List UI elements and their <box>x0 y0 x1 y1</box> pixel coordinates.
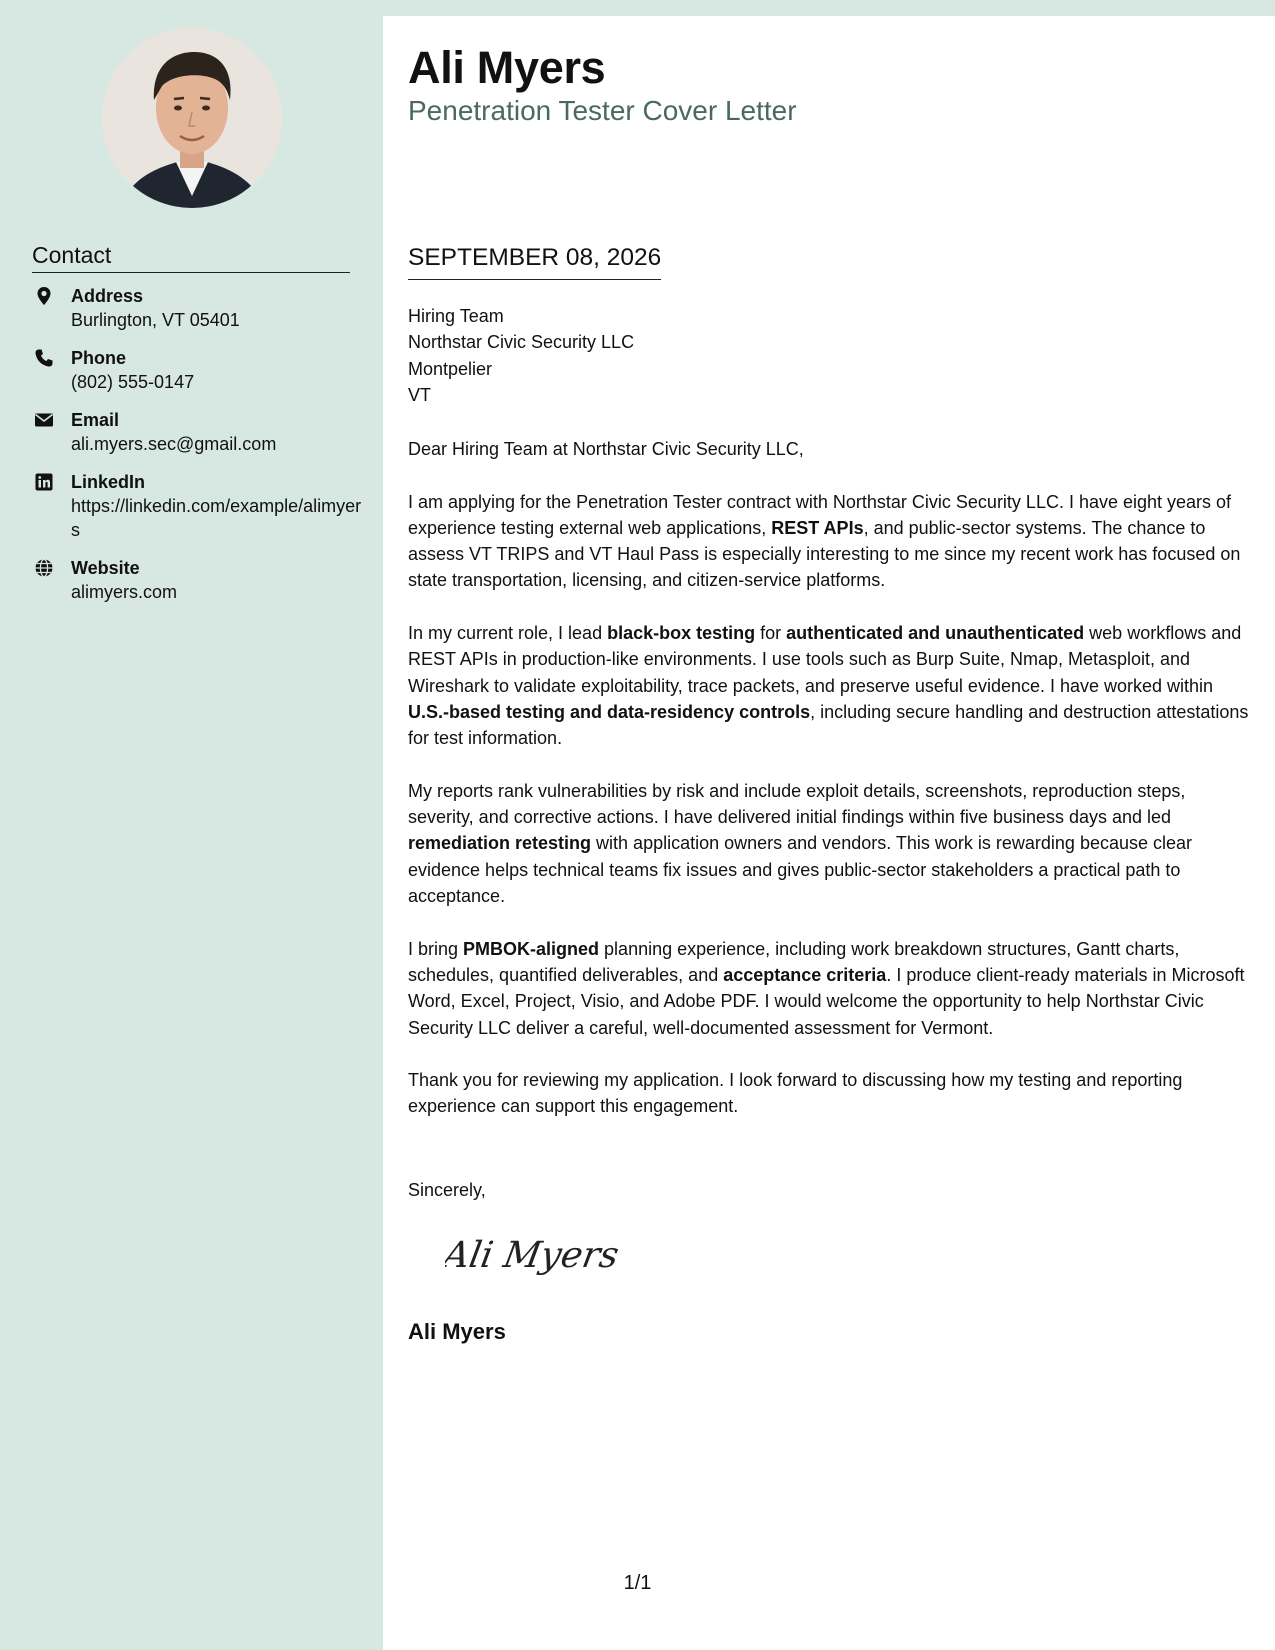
contact-heading: Contact <box>32 241 350 273</box>
phone-icon <box>34 348 54 368</box>
address-label: Address <box>71 286 144 306</box>
globe-icon <box>34 558 54 578</box>
contact-email <box>32 408 362 456</box>
website-value[interactable]: alimyers.com <box>71 582 178 602</box>
closing: Sincerely, <box>408 1180 486 1200</box>
phone-label: Phone <box>71 348 127 368</box>
salutation: Dear Hiring Team at Northstar Civic Security LLC, <box>408 439 804 459</box>
text-run: In my current role, I lead <box>408 623 608 644</box>
bold-phrase: remediation retesting <box>408 833 592 854</box>
text-run: , and public-sector systems. The chance to assess VT TRIPS and VT Haul Pass is especially interesting to me since my recent work has focused on state transportation, licensing, and citizen-service platforms. <box>408 517 1241 591</box>
envelope-icon <box>34 410 54 430</box>
letter-paragraph <box>408 620 1250 751</box>
bold-phrase: REST APIs <box>771 517 864 538</box>
text-run: for <box>755 623 787 644</box>
phone-value: (802) 555-0147 <box>71 372 195 392</box>
letter-paragraphs <box>408 489 1250 1120</box>
bold-phrase: acceptance criteria <box>723 964 887 985</box>
page-number: 1/1 <box>623 1572 652 1594</box>
recipient-line: Northstar Civic Security LLC <box>408 332 635 353</box>
letter-paragraph <box>408 936 1250 1041</box>
recipient-block <box>408 303 634 408</box>
linkedin-label: LinkedIn <box>71 472 146 492</box>
contact-website <box>32 556 362 604</box>
letter-paragraph <box>408 489 1250 594</box>
linkedin-icon <box>34 472 54 492</box>
text-run: with application owners and vendors. This work is rewarding because clear evidence helps technical teams fix issues and gives public-sector stakeholders a practical path to acceptance. <box>408 833 1193 907</box>
applicant-name: Ali Myers <box>408 42 606 93</box>
linkedin-value[interactable]: https://linkedin.com/example/alimyers <box>71 496 362 540</box>
text-run: , including secure handling and destruction attestations for test information. <box>408 701 1249 749</box>
bold-phrase: black-box testing <box>607 623 756 644</box>
email-label: Email <box>71 410 120 430</box>
email-value: ali.myers.sec@gmail.com <box>71 434 277 454</box>
contact-list <box>32 284 362 618</box>
sidebar <box>0 0 383 1650</box>
bold-phrase: U.S.-based testing and data-residency controls <box>408 701 811 722</box>
address-value: Burlington, VT 05401 <box>71 310 240 330</box>
website-label: Website <box>71 558 140 578</box>
bold-phrase: PMBOK-aligned <box>463 938 600 959</box>
text-run: planning experience, including work breakdown structures, Gantt charts, schedules, quantified deliverables, and <box>408 938 1180 985</box>
signed-name: Ali Myers <box>408 1319 506 1344</box>
bold-phrase: authenticated and unauthenticated <box>786 623 1085 644</box>
text-run: My reports rank vulnerabilities by risk and include exploit details, screenshots, reproduction steps, severity, and corrective actions. I have delivered initial findings within five business days and led <box>408 780 1186 828</box>
contact-phone <box>32 346 362 394</box>
letter-date: SEPTEMBER 08, 2026 <box>408 243 661 280</box>
letter-paragraph <box>408 778 1250 909</box>
letter-body <box>408 436 1250 1146</box>
recipient-line: Hiring Team <box>408 306 504 326</box>
recipient-line: VT <box>408 384 432 405</box>
text-run: . I produce client-ready materials in Microsoft Word, Excel, Project, Visio, and Adobe PDF. I would welcome the opportunity to help Northstar Civic Security LLC deliver a careful, well-documented assessment for Vermont. <box>408 964 1245 1038</box>
recipient-line: Montpelier <box>408 358 493 379</box>
letter-paragraph <box>408 1067 1250 1120</box>
profile-photo <box>102 28 282 208</box>
text-run: Thank you for reviewing my application. I look forward to discussing how my testing and reporting experience can support this engagement. <box>408 1070 1183 1117</box>
text-run: web workflows and REST APIs in production-like environments. I use tools such as Burp Suite, Nmap, Metasploit, and Wireshark to validate exploitability, trace packets, and preserve useful evidence. I have worked within <box>408 623 1242 696</box>
text-run: I bring <box>408 938 464 959</box>
contact-linkedin <box>32 470 362 542</box>
contact-address <box>32 284 362 332</box>
signature-text: Ali Myers <box>445 1233 623 1276</box>
signature-image <box>445 1225 645 1285</box>
text-run: I am applying for the Penetration Tester contract with Northstar Civic Security LLC. I have eight years of experience testing external web applications, <box>408 491 1232 538</box>
document-subtitle: Penetration Tester Cover Letter <box>408 95 797 126</box>
map-pin-icon <box>34 286 54 306</box>
